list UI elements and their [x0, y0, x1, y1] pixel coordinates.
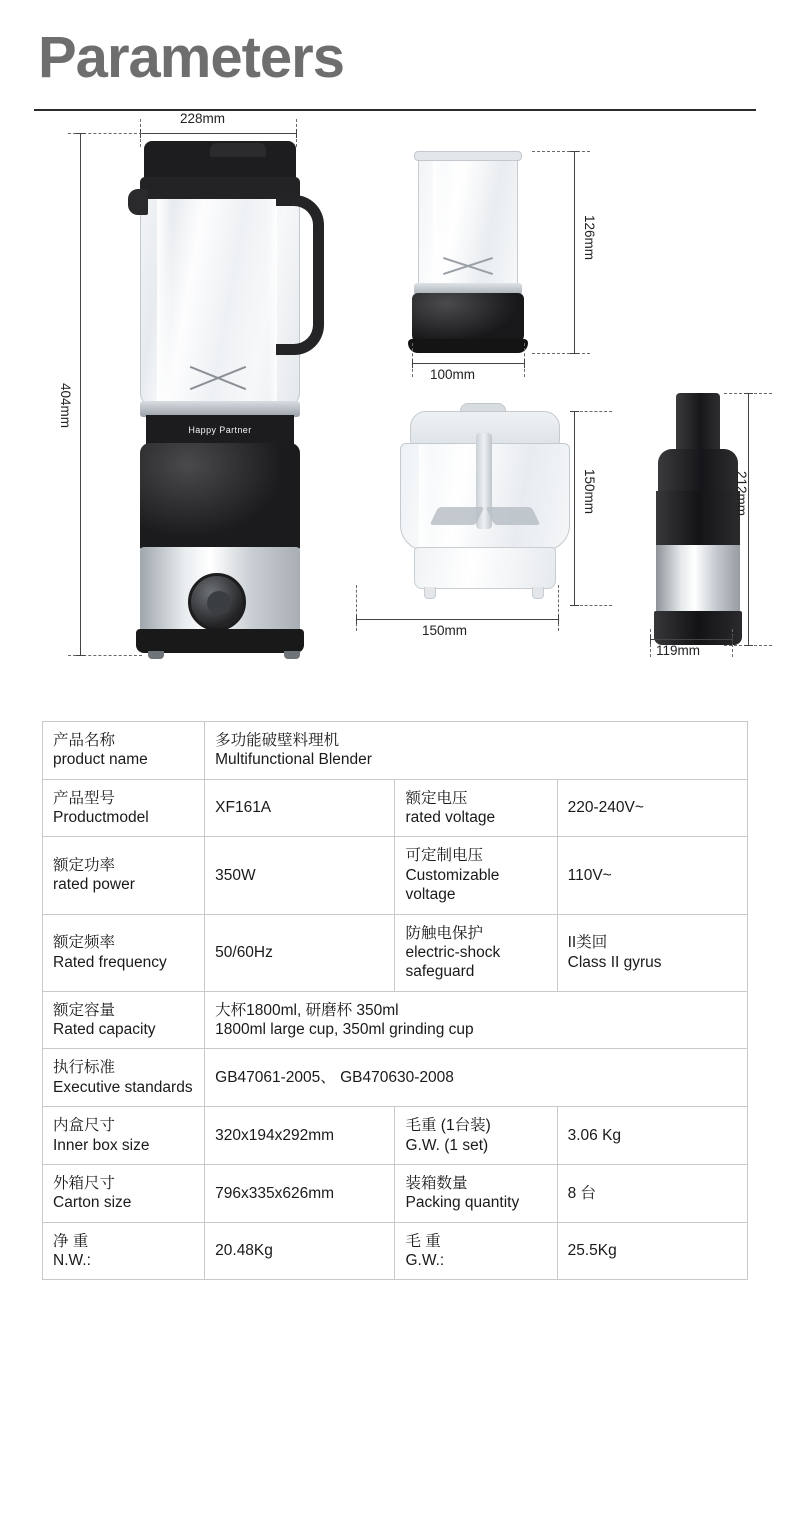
label-grinder-width: 100mm	[430, 366, 476, 382]
grinding-cup-base	[412, 293, 524, 345]
mill-top-tube	[676, 393, 720, 455]
tick-blender-width-right	[296, 129, 297, 138]
table-row	[43, 779, 748, 837]
label-cn: 外箱尺寸	[53, 1174, 116, 1192]
row-value-rated-voltage: 220-240V~	[557, 779, 747, 837]
grinding-cup-base-lip	[408, 339, 528, 353]
table-row	[43, 721, 748, 779]
row-label-executive-standards	[43, 1049, 205, 1107]
arrow-chopper-width	[356, 619, 558, 620]
row-value-rated-power: 350W	[205, 837, 395, 914]
tick-blender-height-top	[76, 133, 85, 134]
row-value-shock-safeguard	[557, 914, 747, 991]
row-label-rated-power	[43, 837, 205, 914]
label-cn: 额定电压	[405, 789, 468, 807]
row-value-rated-frequency: 50/60Hz	[205, 914, 395, 991]
table-row	[43, 1107, 748, 1165]
blender-foot-right	[284, 651, 300, 659]
chopper-bowl-illustration	[384, 411, 584, 661]
row-value-carton-size: 796x335x626mm	[205, 1164, 395, 1222]
arrow-chopper-height	[574, 411, 575, 605]
page-title: Parameters	[38, 25, 344, 90]
label-cn: 净 重	[53, 1232, 89, 1250]
tick-mill-width-right	[732, 635, 733, 644]
tick-blender-height-bottom	[76, 655, 85, 656]
label-cn: 毛重 (1台装)	[405, 1117, 491, 1135]
row-label-product-name	[43, 721, 205, 779]
tick-grinder-width-right	[524, 359, 525, 368]
tick-chopper-height-bottom	[570, 605, 579, 606]
label-blender-width: 228mm	[180, 110, 226, 126]
specification-table-wrapper	[42, 721, 748, 1281]
mill-body	[656, 491, 740, 547]
chopper-leg-right	[532, 587, 544, 599]
mill-steel-band	[656, 545, 740, 613]
table-row	[43, 1049, 748, 1107]
row-label-customizable-voltage	[395, 837, 557, 914]
row-label-rated-capacity	[43, 991, 205, 1049]
mill-shoulder	[658, 449, 738, 495]
arrow-blender-height	[80, 133, 81, 655]
value-en: Multifunctional Blender	[215, 751, 372, 769]
chopper-blade-left	[430, 507, 485, 525]
value-cn: 大杯1800ml, 研磨杯 350ml	[215, 1001, 399, 1019]
blender-blade-icon	[188, 365, 248, 391]
row-value-packing-quantity: 8 台	[557, 1164, 747, 1222]
grinding-cup-illustration	[404, 151, 532, 371]
label-en: rated power	[53, 876, 135, 894]
label-cn: 产品名称	[53, 731, 116, 749]
label-en: Productmodel	[53, 809, 149, 827]
blender-lid-knob	[210, 143, 266, 157]
blender-brand-band	[146, 415, 294, 445]
guide-grinder-height-bottom	[532, 353, 590, 354]
label-en: Carton size	[53, 1194, 132, 1212]
row-label-rated-voltage	[395, 779, 557, 837]
blender-foot-left	[148, 651, 164, 659]
blender-spout	[128, 189, 148, 215]
product-dimension-diagram	[34, 111, 756, 711]
label-cn: 额定容量	[53, 1001, 116, 1019]
arrow-mill-width	[650, 639, 732, 640]
brand-text: Happy Partner	[188, 424, 252, 435]
chopper-base	[414, 547, 556, 589]
table-row	[43, 991, 748, 1049]
row-label-gross-weight-set	[395, 1107, 557, 1165]
label-cn: 执行标准	[53, 1059, 116, 1077]
chopper-blade-right	[486, 507, 541, 525]
grinding-cup-blade-icon	[442, 255, 494, 277]
row-value-net-weight: 20.48Kg	[205, 1222, 395, 1280]
blender-bottom	[136, 629, 304, 653]
label-cn: 内盒尺寸	[53, 1117, 116, 1135]
label-en: Rated capacity	[53, 1021, 156, 1039]
grinding-cup-rim	[414, 151, 522, 161]
large-blender-illustration	[126, 129, 322, 657]
label-cn: 防触电保护	[405, 924, 483, 942]
guide-grinder-height-top	[532, 151, 590, 152]
row-label-net-weight	[43, 1222, 205, 1280]
specification-table	[42, 721, 748, 1281]
row-label-product-model	[43, 779, 205, 837]
blender-motor-body	[140, 443, 300, 551]
label-grinder-height: 126mm	[582, 214, 597, 260]
label-en: Executive standards	[53, 1078, 193, 1096]
row-label-rated-frequency	[43, 914, 205, 991]
table-row	[43, 1222, 748, 1280]
label-en: rated voltage	[405, 809, 496, 827]
label-cn: 产品型号	[53, 789, 116, 807]
tick-grinder-width-left	[412, 359, 413, 368]
label-chopper-height: 150mm	[582, 468, 597, 514]
row-value-executive-standards: GB47061-2005、 GB470630-2008	[205, 1049, 748, 1107]
row-value-rated-capacity	[205, 991, 748, 1049]
label-en: electric-shock safeguard	[405, 943, 501, 981]
arrow-grinder-width	[412, 363, 524, 364]
row-label-inner-box-size	[43, 1107, 205, 1165]
row-value-gross-weight-set: 3.06 Kg	[557, 1107, 747, 1165]
guide-chopper-width-left	[356, 585, 357, 631]
row-value-gross-weight: 25.5Kg	[557, 1222, 747, 1280]
label-en: Inner box size	[53, 1136, 150, 1154]
arrow-mill-height	[748, 393, 749, 645]
label-chopper-width: 150mm	[422, 622, 468, 638]
arrow-grinder-height	[574, 151, 575, 353]
tick-chopper-height-top	[570, 411, 579, 412]
label-en: G.W.:	[405, 1252, 445, 1270]
row-label-packing-quantity	[395, 1164, 557, 1222]
tick-mill-height-bottom	[744, 645, 753, 646]
tick-chopper-width-left	[356, 615, 357, 624]
tick-chopper-width-right	[558, 615, 559, 624]
value-cn: 多功能破壁料理机	[215, 731, 340, 749]
blender-handle	[276, 195, 324, 355]
grinder-mill-illustration	[646, 393, 756, 663]
label-cn: 装箱数量	[405, 1174, 468, 1192]
label-en: Customizable voltage	[405, 866, 500, 904]
table-row	[43, 837, 748, 914]
tick-grinder-height-top	[570, 151, 579, 152]
label-blender-height: 404mm	[58, 382, 73, 428]
label-mill-height: 212mm	[734, 470, 749, 516]
row-value-customizable-voltage: 110V~	[557, 837, 747, 914]
row-value-product-model: XF161A	[205, 779, 395, 837]
blender-control-dial	[188, 573, 246, 631]
title-section	[0, 0, 790, 95]
row-label-shock-safeguard	[395, 914, 557, 991]
guide-chopper-width-right	[558, 585, 559, 631]
label-en: product name	[53, 751, 148, 769]
label-cn: 额定功率	[53, 857, 116, 875]
tick-mill-width-left	[650, 635, 651, 644]
value-en: Class II gyrus	[567, 953, 662, 971]
label-en: Rated frequency	[53, 953, 167, 971]
label-en: N.W.:	[53, 1252, 91, 1270]
row-value-product-name	[205, 721, 748, 779]
tick-mill-height-top	[744, 393, 753, 394]
label-cn: 毛 重	[405, 1232, 441, 1250]
value-cn: II类回	[567, 934, 608, 952]
label-en: Packing quantity	[405, 1194, 520, 1212]
row-value-inner-box-size: 320x194x292mm	[205, 1107, 395, 1165]
label-en: G.W. (1 set)	[405, 1136, 489, 1154]
label-mill-width: 119mm	[656, 642, 701, 658]
table-row	[43, 1164, 748, 1222]
table-row	[43, 914, 748, 991]
row-label-carton-size	[43, 1164, 205, 1222]
label-cn: 额定频率	[53, 934, 116, 952]
value-en: 1800ml large cup, 350ml grinding cup	[215, 1021, 474, 1039]
label-cn: 可定制电压	[405, 847, 483, 865]
chopper-leg-left	[424, 587, 436, 599]
arrow-blender-width	[140, 133, 296, 134]
tick-grinder-height-bottom	[570, 353, 579, 354]
row-label-gross-weight	[395, 1222, 557, 1280]
